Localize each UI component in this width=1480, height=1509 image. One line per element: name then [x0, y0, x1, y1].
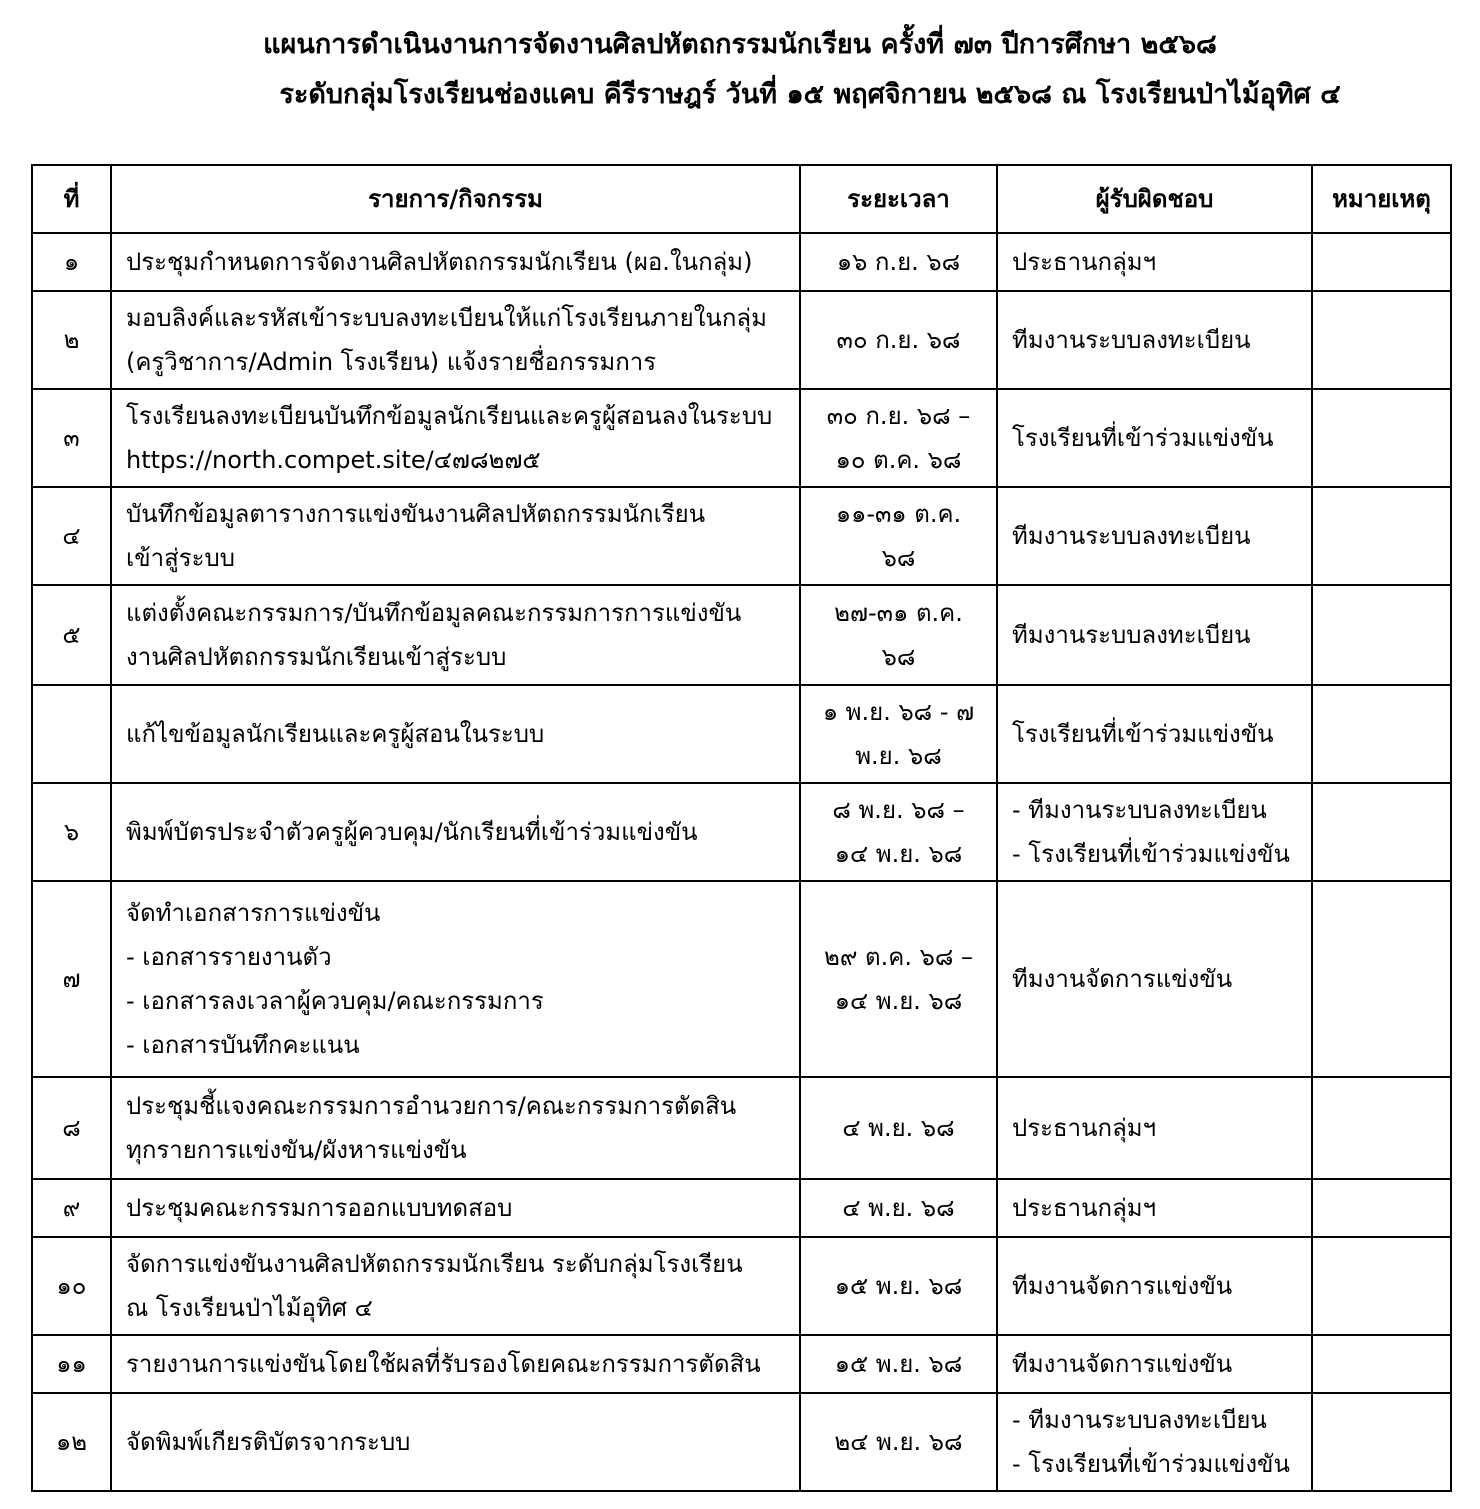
table-row	[32, 783, 1451, 881]
row-number: ๒	[63, 326, 80, 354]
table-row	[32, 389, 1451, 487]
period-text: ๒๙ ต.ค. ๖๘ –	[824, 943, 973, 971]
activity-text: จัดพิมพ์เกียรติบัตรจากระบบ	[126, 1428, 411, 1456]
table-row	[32, 881, 1451, 1077]
period-text: พ.ย. ๖๘	[855, 742, 942, 770]
responsible-cell	[997, 1179, 1312, 1237]
row-number-cell	[32, 881, 111, 1077]
row-number: ๘	[62, 1114, 81, 1142]
row-number-cell	[32, 685, 111, 783]
row-number: ๑๐	[56, 1272, 87, 1300]
responsible-cell	[997, 585, 1312, 685]
row-number-cell	[32, 1077, 111, 1179]
period-text: ๖๘	[881, 643, 916, 671]
period-text: ๔ พ.ย. ๖๘	[842, 1114, 955, 1142]
activity-text: เข้าสู่ระบบ	[126, 544, 235, 572]
header-activity: รายการ/กิจกรรม	[111, 165, 800, 233]
row-number-cell	[32, 585, 111, 685]
note-cell	[1312, 1237, 1451, 1335]
period-text: ๑๕ พ.ย. ๖๘	[834, 1272, 963, 1300]
row-number-cell	[32, 487, 111, 585]
activity-cell	[111, 685, 800, 783]
responsible-text: - โรงเรียนที่เข้าร่วมแข่งขัน	[1012, 1450, 1290, 1478]
activity-text: ณ โรงเรียนป่าไม้อุทิศ ๔	[126, 1294, 373, 1322]
table-body	[32, 233, 1451, 1491]
activity-cell	[111, 389, 800, 487]
row-number-cell	[32, 233, 111, 291]
period-cell	[800, 1237, 997, 1335]
responsible-text: ทีมงานจัดการแข่งขัน	[1012, 1350, 1233, 1378]
responsible-cell	[997, 881, 1312, 1077]
activity-cell	[111, 1237, 800, 1335]
responsible-cell	[997, 1393, 1312, 1491]
note-cell	[1312, 685, 1451, 783]
document-subtitle: ระดับกลุ่มโรงเรียนช่องแคบ คีรีราษฎร์ วันที่ ๑๕ พฤศจิกายน ๒๕๖๘ ณ โรงเรียนป่าไม้อุทิศ ๔	[279, 79, 1341, 110]
period-cell	[800, 487, 997, 585]
header-responsible: ผู้รับผิดชอบ	[997, 165, 1312, 233]
note-cell	[1312, 881, 1451, 1077]
period-text: ๘ พ.ย. ๖๘ –	[832, 796, 965, 824]
activity-text: ประชุมคณะกรรมการออกแบบทดสอบ	[126, 1194, 513, 1222]
activity-cell	[111, 783, 800, 881]
period-text: ๑ พ.ย. ๖๘ - ๗	[822, 698, 975, 726]
responsible-text: ทีมงานระบบลงทะเบียน	[1012, 326, 1251, 354]
responsible-cell	[997, 685, 1312, 783]
table-row	[32, 1179, 1451, 1237]
responsible-cell	[997, 1335, 1312, 1393]
activity-text: https://north.compet.site/๔๗๘๒๗๕	[126, 446, 541, 474]
responsible-cell	[997, 783, 1312, 881]
activity-text: - เอกสารลงเวลาผู้ควบคุม/คณะกรรมการ	[126, 987, 544, 1015]
period-cell	[800, 585, 997, 685]
header-no: ที่	[32, 165, 111, 233]
activity-cell	[111, 1077, 800, 1179]
row-number-cell	[32, 1393, 111, 1491]
period-text: ๑๔ พ.ย. ๖๘	[834, 840, 963, 868]
activity-cell	[111, 1393, 800, 1491]
period-cell	[800, 1393, 997, 1491]
responsible-text: ประธานกลุ่มฯ	[1012, 1194, 1157, 1222]
note-cell	[1312, 1335, 1451, 1393]
responsible-text: ทีมงานระบบลงทะเบียน	[1012, 621, 1251, 649]
responsible-cell	[997, 487, 1312, 585]
activity-text: รายงานการแข่งขันโดยใช้ผลที่รับรองโดยคณะกรรมการตัดสิน	[126, 1350, 761, 1378]
note-cell	[1312, 1393, 1451, 1491]
table-row	[32, 1393, 1451, 1491]
activity-text: แต่งตั้งคณะกรรมการ/บันทึกข้อมูลคณะกรรมการการแข่งขัน	[126, 599, 742, 627]
period-text: ๑๔ พ.ย. ๖๘	[834, 987, 963, 1015]
activity-text: งานศิลปหัตถกรรมนักเรียนเข้าสู่ระบบ	[126, 643, 507, 671]
table-row	[32, 1237, 1451, 1335]
period-text: ๑๐ ต.ค. ๖๘	[835, 446, 962, 474]
responsible-cell	[997, 1237, 1312, 1335]
responsible-text: โรงเรียนที่เข้าร่วมแข่งขัน	[1012, 424, 1274, 452]
activity-text: ทุกรายการแข่งขัน/ผังหารแข่งขัน	[126, 1136, 467, 1164]
activity-cell	[111, 881, 800, 1077]
activity-text: พิมพ์บัตรประจำตัวครูผู้ควบคุม/นักเรียนที่เข้าร่วมแข่งขัน	[126, 818, 698, 846]
period-cell	[800, 881, 997, 1077]
period-cell	[800, 685, 997, 783]
period-cell	[800, 783, 997, 881]
row-number-cell	[32, 783, 111, 881]
table-header-row	[32, 165, 1451, 233]
period-text: ๑๕ พ.ย. ๖๘	[834, 1350, 963, 1378]
row-number: ๙	[62, 1194, 81, 1222]
table-row	[32, 585, 1451, 685]
table-row	[32, 291, 1451, 389]
row-number: ๑	[63, 248, 80, 276]
table-row	[32, 233, 1451, 291]
table-row	[32, 487, 1451, 585]
responsible-cell	[997, 233, 1312, 291]
activity-cell	[111, 585, 800, 685]
period-text: ๒๔ พ.ย. ๖๘	[834, 1428, 963, 1456]
plan-table	[31, 164, 1452, 1492]
period-text: ๔ พ.ย. ๖๘	[842, 1194, 955, 1222]
activity-cell	[111, 487, 800, 585]
row-number: ๓	[63, 424, 80, 452]
responsible-text: ประธานกลุ่มฯ	[1012, 1114, 1157, 1142]
activity-text: จัดทำเอกสารการแข่งขัน	[126, 899, 381, 927]
activity-text: (ครูวิชาการ/Admin โรงเรียน) แจ้งรายชื่อกรรมการ	[126, 348, 657, 376]
responsible-text: - ทีมงานระบบลงทะเบียน	[1012, 1406, 1267, 1434]
responsible-text: ประธานกลุ่มฯ	[1012, 248, 1157, 276]
row-number: ๑๒	[55, 1428, 88, 1456]
row-number: ๗	[62, 965, 81, 993]
activity-text: - เอกสารรายงานตัว	[126, 943, 332, 971]
activity-text: ประชุมกำหนดการจัดงานศิลปหัตถกรรมนักเรียน (ผอ.ในกลุ่ม)	[126, 248, 753, 276]
header-note: หมายเหตุ	[1312, 165, 1451, 233]
responsible-text: ทีมงานจัดการแข่งขัน	[1012, 1272, 1233, 1300]
activity-text: มอบลิงค์และรหัสเข้าระบบลงทะเบียนให้แก่โรงเรียนภายในกลุ่ม	[126, 304, 767, 332]
activity-cell	[111, 233, 800, 291]
period-text: ๓๐ ก.ย. ๖๘	[836, 326, 961, 354]
period-cell	[800, 1077, 997, 1179]
responsible-text: - โรงเรียนที่เข้าร่วมแข่งขัน	[1012, 840, 1290, 868]
activity-text: จัดการแข่งขันงานศิลปหัตถกรรมนักเรียน ระดับกลุ่มโรงเรียน	[126, 1250, 743, 1278]
activity-text: แก้ไขข้อมูลนักเรียนและครูผู้สอนในระบบ	[126, 720, 545, 748]
responsible-cell	[997, 291, 1312, 389]
period-text: ๑๖ ก.ย. ๖๘	[836, 248, 961, 276]
row-number-cell	[32, 1179, 111, 1237]
row-number: ๖	[63, 818, 80, 846]
note-cell	[1312, 783, 1451, 881]
responsible-text: ทีมงานระบบลงทะเบียน	[1012, 522, 1251, 550]
note-cell	[1312, 487, 1451, 585]
header-period: ระยะเวลา	[800, 165, 997, 233]
responsible-cell	[997, 389, 1312, 487]
table-row	[32, 685, 1451, 783]
row-number: ๔	[62, 522, 81, 550]
period-cell	[800, 1335, 997, 1393]
responsible-text: ทีมงานจัดการแข่งขัน	[1012, 965, 1233, 993]
period-cell	[800, 233, 997, 291]
row-number: ๑๑	[56, 1350, 87, 1378]
period-text: ๓๐ ก.ย. ๖๘ –	[826, 402, 971, 430]
row-number: ๕	[62, 621, 81, 649]
activity-text: บันทึกข้อมูลตารางการแข่งขันงานศิลปหัตถกรรมนักเรียน	[126, 500, 706, 528]
period-text: ๖๘	[881, 544, 916, 572]
responsible-text: โรงเรียนที่เข้าร่วมแข่งขัน	[1012, 720, 1274, 748]
period-cell	[800, 291, 997, 389]
note-cell	[1312, 1077, 1451, 1179]
note-cell	[1312, 1179, 1451, 1237]
document-title: แผนการดำเนินงานการจัดงานศิลปหัตถกรรมนักเรียน ครั้งที่ ๗๓ ปีการศึกษา ๒๕๖๘	[263, 29, 1217, 60]
note-cell	[1312, 389, 1451, 487]
period-text: ๑๑-๓๑ ต.ค.	[835, 500, 962, 528]
activity-cell	[111, 291, 800, 389]
activity-text: โรงเรียนลงทะเบียนบันทึกข้อมูลนักเรียนและครูผู้สอนลงในระบบ	[126, 402, 773, 430]
period-cell	[800, 389, 997, 487]
note-cell	[1312, 233, 1451, 291]
note-cell	[1312, 291, 1451, 389]
row-number-cell	[32, 1237, 111, 1335]
activity-text: - เอกสารบันทึกคะแนน	[126, 1031, 360, 1059]
period-cell	[800, 1179, 997, 1237]
responsible-text: - ทีมงานระบบลงทะเบียน	[1012, 796, 1267, 824]
period-text: ๒๗-๓๑ ต.ค.	[834, 599, 963, 627]
table-row	[32, 1335, 1451, 1393]
responsible-cell	[997, 1077, 1312, 1179]
row-number-cell	[32, 389, 111, 487]
table-row	[32, 1077, 1451, 1179]
activity-text: ประชุมชี้แจงคณะกรรมการอำนวยการ/คณะกรรมการตัดสิน	[126, 1092, 737, 1120]
activity-cell	[111, 1335, 800, 1393]
row-number-cell	[32, 291, 111, 389]
activity-cell	[111, 1179, 800, 1237]
row-number-cell	[32, 1335, 111, 1393]
note-cell	[1312, 585, 1451, 685]
